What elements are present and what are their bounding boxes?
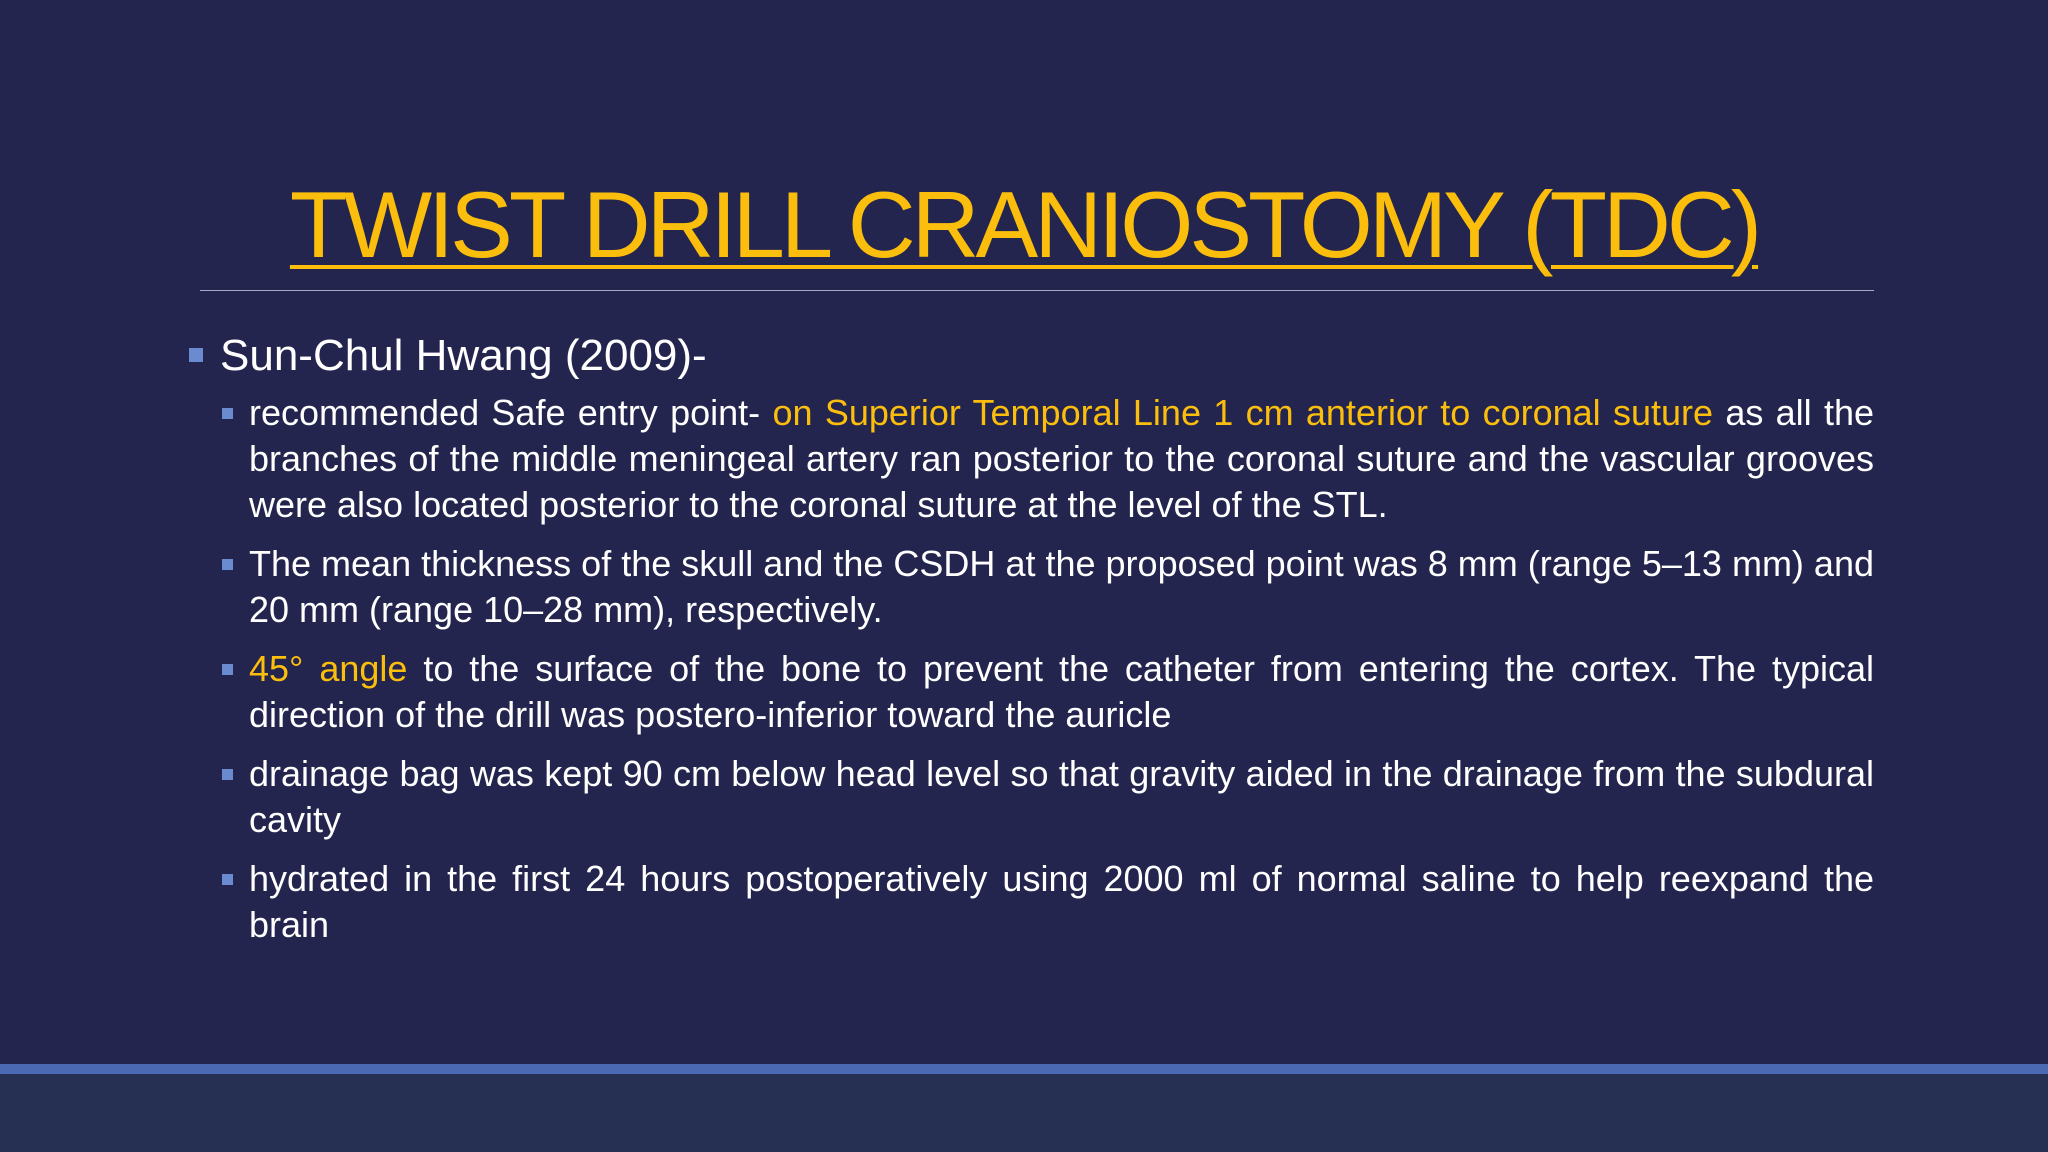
bullet-square-icon <box>222 408 233 419</box>
sub-bullet-text: recommended Safe entry point- <box>249 392 773 433</box>
highlight-text: on Superior Temporal Line 1 cm anterior to coronal suture <box>772 392 1714 433</box>
sub-bullet-text: The mean thickness of the skull and the CSDH at the proposed point was 8 mm (range 5–13 mm) and 20 mm (range 10–28 mm), respectively. <box>249 543 1874 630</box>
bullet-square-icon <box>222 769 233 780</box>
bullet-square-icon <box>222 559 233 570</box>
sub-bullet-text: hydrated in the first 24 hours postoperatively using 2000 ml of normal saline to help reexpand the brain <box>249 858 1874 945</box>
slide-title-text: TWIST DRILL CRANIOSTOMY (TDC) <box>289 172 1759 277</box>
main-bullet <box>188 328 1874 384</box>
footer-bar <box>0 1074 2048 1152</box>
sub-bullet-text: drainage bag was kept 90 cm below head level so that gravity aided in the drainage from the subdural cavity <box>249 753 1874 840</box>
slide-title <box>0 170 2048 280</box>
sub-bullet-hydration <box>249 856 1874 948</box>
bullet-square-icon <box>189 348 203 362</box>
title-divider <box>200 290 1874 291</box>
bullet-square-icon <box>222 874 233 885</box>
sub-bullet-entry-point <box>249 390 1874 528</box>
sub-bullet-angle <box>249 646 1874 738</box>
highlight-text: 45° angle <box>249 648 408 689</box>
bullet-square-icon <box>222 664 233 675</box>
sub-bullet-thickness <box>249 541 1874 633</box>
footer-accent-band <box>0 1064 2048 1074</box>
sub-bullet-text: to the surface of the bone to prevent the catheter from entering the cortex. The typical direction of the drill was postero-inferior toward the auricle <box>249 648 1874 735</box>
slide-body <box>188 328 1874 961</box>
sub-bullet-drainage <box>249 751 1874 843</box>
sub-bullet-text: as all the branches of the middle meningeal artery ran posterior to the coronal suture and the vascular grooves were also located posterior to the coronal suture at the level of the STL. <box>249 392 1875 525</box>
main-bullet-text: Sun-Chul Hwang (2009)- <box>220 331 707 380</box>
